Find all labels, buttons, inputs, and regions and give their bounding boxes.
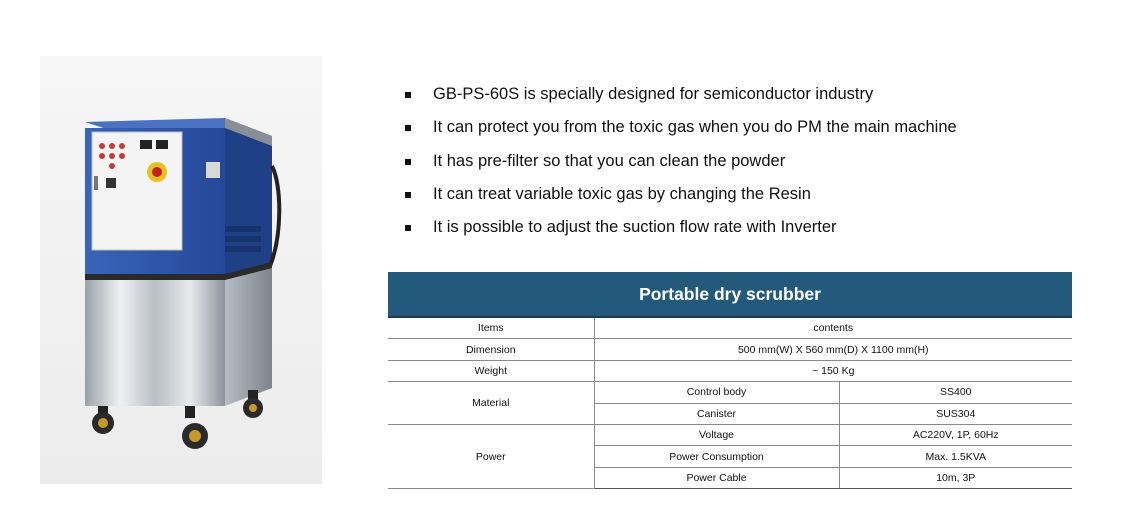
material-item: Control body (594, 382, 839, 403)
power-item: Voltage (594, 424, 839, 445)
feature-item (402, 211, 957, 244)
feature-text: It has pre-filter so that you can clean the powder (433, 151, 786, 170)
power-item: Power Consumption (594, 446, 839, 467)
table-row (388, 360, 1072, 381)
power-value: Max. 1.5KVA (839, 446, 1072, 467)
table-row (388, 424, 1072, 445)
table-row (388, 339, 1072, 360)
row-label-dimension: Dimension (388, 339, 594, 360)
feature-text: It can protect you from the toxic gas when you do PM the main machine (433, 118, 957, 137)
table-row (388, 382, 1072, 403)
row-label-weight: Weight (388, 360, 594, 381)
row-value-weight: ~ 150 Kg (594, 360, 1072, 381)
product-photo-panel (40, 56, 322, 484)
bullet-icon (405, 225, 411, 231)
table-title-row (388, 272, 1072, 317)
bullet-icon (405, 125, 411, 131)
material-value: SS400 (839, 382, 1072, 403)
row-label-material: Material (388, 382, 594, 425)
feature-list (402, 78, 957, 244)
power-item: Power Cable (594, 467, 839, 488)
header-items: Items (388, 317, 594, 339)
bullet-icon (405, 192, 411, 198)
row-label-power: Power (388, 424, 594, 488)
power-value: AC220V, 1P, 60Hz (839, 424, 1072, 445)
scrubber-machine-image (40, 56, 322, 484)
header-contents: contents (594, 317, 1072, 339)
row-value-dimension: 500 mm(W) X 560 mm(D) X 1100 mm(H) (594, 339, 1072, 360)
spec-table (388, 272, 1072, 489)
table-title: Portable dry scrubber (388, 272, 1072, 317)
feature-text: GB-PS-60S is specially designed for semiconductor industry (433, 85, 874, 103)
feature-item (402, 178, 957, 211)
power-value: 10m, 3P (839, 467, 1072, 488)
feature-item (402, 78, 957, 111)
feature-item (402, 145, 957, 178)
feature-text: It is possible to adjust the suction flow rate with Inverter (433, 218, 837, 237)
feature-item (402, 111, 957, 144)
feature-text: It can treat variable toxic gas by changing the Resin (433, 184, 811, 203)
table-header-row (388, 317, 1072, 339)
material-item: Canister (594, 403, 839, 424)
bullet-icon (405, 92, 411, 98)
bullet-icon (405, 159, 411, 165)
material-value: SUS304 (839, 403, 1072, 424)
